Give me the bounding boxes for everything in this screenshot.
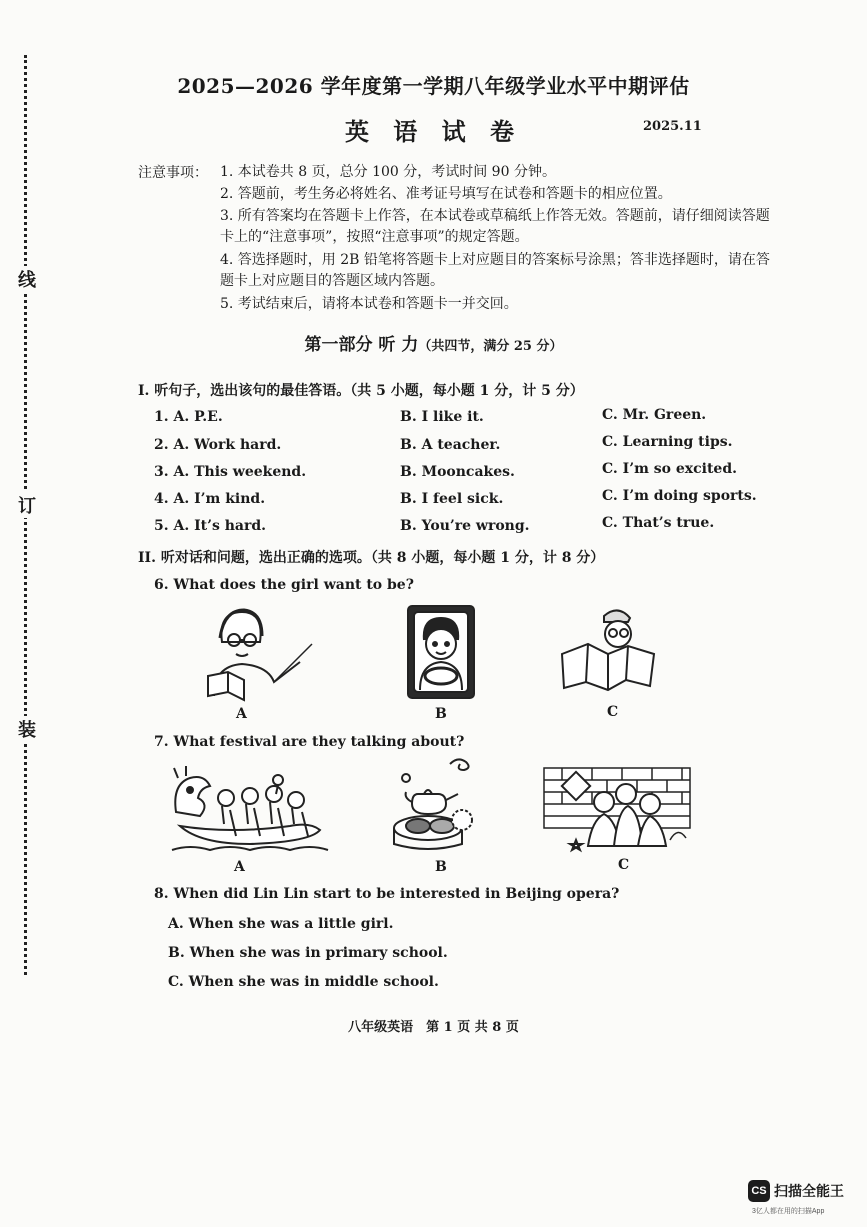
q8-option-a: A. When she was a little girl. — [168, 916, 394, 932]
q4-option-a: 4. A. I’m kind. — [154, 491, 266, 507]
q1-option-c: C. Mr. Green. — [602, 407, 707, 423]
q6-picture-c-map-reader — [558, 604, 658, 700]
q7-label-a: A — [234, 859, 245, 875]
q6-question: 6. What does the girl want to be? — [154, 577, 414, 593]
notice-item-5: 5. 考试结束后，请将本试卷和答题卡一并交回。 — [220, 296, 518, 312]
q7-picture-c-spring-festival — [542, 766, 692, 856]
q8-question: 8. When did Lin Lin start to be interested in Beijing opera? — [154, 886, 620, 902]
scanner-app-name: 扫描全能王 — [774, 1183, 844, 1199]
notice-item-3: 3. 所有答案均在答题卡上作答，在本试卷或草稿纸上作答无效。答题前，请仔细阅读答题卡上的“注意事项”，按照“注意事项”的规定答题。 — [220, 208, 770, 245]
page-footer: 八年级英语 第 1 页 共 8 页 — [348, 1020, 519, 1035]
q4-option-c: C. I’m doing sports. — [602, 488, 757, 504]
section-2-heading: II. 听对话和问题，选出正确的选项。（共 8 小题，每小题 1 分，计 8 分） — [138, 550, 605, 566]
part-title — [0, 330, 867, 355]
q2-option-c: C. Learning tips. — [602, 434, 733, 450]
q4-option-b: B. I feel sick. — [400, 491, 504, 507]
q7-label-c: C — [618, 857, 630, 873]
binding-mark-bind: 装 — [18, 716, 36, 742]
q7-question: 7. What festival are they talking about? — [154, 734, 465, 750]
q7-label-b: B — [435, 859, 447, 875]
notice-item-2: 2. 答题前，考生务必将姓名、准考证号填写在试卷和答题卡的相应位置。 — [220, 186, 672, 202]
q8-option-c: C. When she was in middle school. — [168, 974, 439, 990]
scanner-tagline: 3亿人都在用的扫描App — [752, 1208, 825, 1215]
exam-subtitle: 英 语 试 卷 — [344, 117, 523, 146]
q3-option-b: B. Mooncakes. — [400, 464, 515, 480]
q2-option-b: B. A teacher. — [400, 437, 501, 453]
q6-picture-a-teacher — [200, 604, 315, 704]
part-title-text: 第一部分 听 力 — [304, 335, 419, 355]
binding-mark-line: 线 — [18, 266, 36, 292]
q6-label-c: C — [607, 704, 619, 720]
binding-mark-staple: 订 — [18, 492, 36, 518]
q3-option-c: C. I’m so excited. — [602, 461, 737, 477]
exam-date: 2025.11 — [643, 119, 702, 134]
q6-label-b: B — [435, 706, 447, 722]
q5-option-a: 5. A. It’s hard. — [154, 518, 267, 534]
q7-picture-b-mooncakes — [388, 754, 478, 854]
q1-option-a: 1. A. P.E. — [154, 409, 223, 425]
q6-picture-b-driver — [406, 604, 476, 700]
section-1-heading: I. 听句子，选出该句的最佳答语。（共 5 小题，每小题 1 分，计 5 分） — [138, 383, 584, 399]
exam-title: 2025—2026 学年度第一学期八年级学业水平中期评估 — [177, 74, 690, 98]
q6-label-a: A — [236, 706, 247, 722]
part-title-detail: （共四节，满分 25 分） — [418, 339, 563, 354]
q3-option-a: 3. A. This weekend. — [154, 464, 307, 480]
q1-option-b: B. I like it. — [400, 409, 484, 425]
q2-option-a: 2. A. Work hard. — [154, 437, 282, 453]
q7-picture-a-dragon-boat — [170, 764, 330, 854]
q5-option-b: B. You’re wrong. — [400, 518, 530, 534]
notice-item-1: 1. 本试卷共 8 页，总分 100 分，考试时间 90 分钟。 — [220, 164, 556, 180]
q8-option-b: B. When she was in primary school. — [168, 945, 448, 961]
q5-option-c: C. That’s true. — [602, 515, 715, 531]
scanner-logo-icon: CS — [748, 1180, 770, 1202]
notice-item-4: 4. 答选择题时，用 2B 铅笔将答题卡上对应题目的答案标号涂黑；答非选择题时，请在答题卡上对应题目的答题区域内答题。 — [220, 252, 770, 289]
notice-label: 注意事项： — [138, 165, 208, 181]
